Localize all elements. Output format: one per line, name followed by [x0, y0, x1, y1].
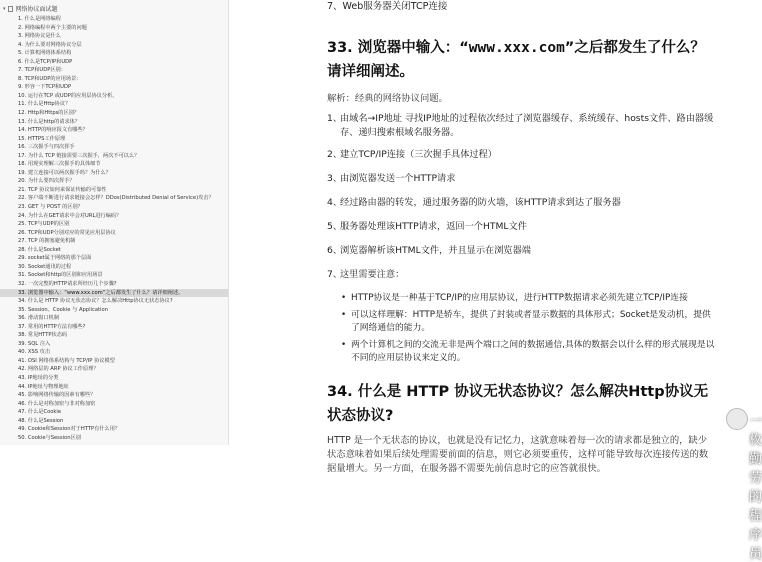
- toc-item[interactable]: 24. 为什么在GET请求中会对URL进行编码？: [18, 212, 122, 219]
- q33-steps: [327, 112, 715, 282]
- heading-q33: 33. 浏览器中输入：“www.xxx.com”之后都发生了什么？请详细阐述。: [327, 40, 705, 80]
- toc-item[interactable]: 32. 一次完整的HTTP请求所经历几个步骤?: [18, 280, 117, 287]
- toc-item[interactable]: 30. Socket通讯的过程: [18, 263, 72, 270]
- document-icon: [8, 6, 13, 12]
- toc-item[interactable]: 12. Http和Https的区别？: [18, 110, 80, 117]
- sidebar-toc: [0, 0, 229, 445]
- step-number: 4、: [327, 197, 343, 208]
- toc-item[interactable]: 37. 常用的HTTP方法有哪些?: [18, 323, 86, 330]
- toc-list: [0, 15, 228, 442]
- q34-paragraph: HTTP 是一个无状态的协议，也就是没有记忆力，这就意味着每一次的请求都是独立的，缺少状态意味着如果后续处理需要前面的信息，则它必须要重传，这样可能导致每次连接传送的数据量增大。另一方面，在服务器不需要先前信息时它的应答就很快。: [327, 434, 709, 474]
- watermark-logo-icon: [726, 408, 748, 430]
- q33-intro: 解析：经典的网络协议问题。: [327, 93, 448, 104]
- step-item: [327, 244, 715, 258]
- toc-item[interactable]: 4. 为什么要对网络协议分层: [18, 41, 82, 48]
- toc-root-item[interactable]: [0, 2, 228, 15]
- toc-root-label: 网络协议面试题: [15, 6, 58, 13]
- step-text: 由域名→IP地址 寻找IP地址的过程依次经过了浏览器缓存、系统缓存、hosts文件、路由器缓存、递归搜索根域名服务器。: [340, 113, 714, 138]
- toc-item[interactable]: 15. HTTPS工作原理: [18, 135, 66, 142]
- bullet-dot-icon: •: [341, 339, 347, 350]
- toc-item[interactable]: 9. 形容一下TCP和UDP: [18, 84, 72, 91]
- toc-item[interactable]: 50. Cookie与Session区别: [18, 434, 81, 441]
- toc-item[interactable]: 22. 客户端不断进行请求链接会怎样？DDos(Distributed Denial of Service)攻击？: [18, 195, 214, 202]
- bullet-dot-icon: •: [341, 293, 347, 303]
- toc-item[interactable]: 46. 什么是对称加密与非对称加密: [18, 400, 96, 407]
- step-number: 1、: [327, 113, 343, 124]
- toc-item[interactable]: 8. TCP和UDP的应用场景：: [18, 75, 82, 82]
- step-number: 5、: [327, 221, 343, 232]
- step-text: 由浏览器发送一个HTTP请求: [340, 173, 456, 184]
- toc-item[interactable]: 2. 网络编程中两个主要的问题: [18, 24, 87, 31]
- toc-item[interactable]: 26. TCP和UDP分别对应的常见应用层协议: [18, 229, 116, 236]
- step-item: [327, 196, 715, 210]
- toc-item[interactable]: 11. 什么是Http协议？: [18, 101, 71, 108]
- toc-item[interactable]: 33. 浏览器中输入：“www.xxx.com”之后都发生了什么？请详细阐述。: [0, 289, 228, 298]
- toc-item[interactable]: 44. IP地址与物理地址: [18, 383, 69, 390]
- step-item: [327, 172, 715, 186]
- toc-item[interactable]: 3. 网络协议是什么: [18, 33, 61, 40]
- step-text: 经过路由器的转发，通过服务器的防火墙，该HTTP请求到达了服务器: [340, 197, 621, 208]
- q33-bullets: [327, 292, 715, 366]
- toc-item[interactable]: 13. 什么是http的请求体？: [18, 118, 81, 125]
- step-text: 建立TCP/IP连接（三次握手具体过程）: [340, 149, 497, 160]
- watermark: 一枚勤劳的程序员: [749, 414, 762, 562]
- toc-item[interactable]: 23. GET 与 POST 的区别？: [18, 204, 83, 211]
- toc-item[interactable]: 29. socket属于网络的那个层面: [18, 255, 92, 262]
- toc-item[interactable]: 40. XSS 攻击: [18, 349, 51, 356]
- bullet-item: [327, 292, 715, 306]
- step-item: [327, 220, 715, 234]
- step-text: 服务器处理该HTTP请求，返回一个HTML文件: [340, 221, 527, 232]
- prev-step: 7、Web服务器关闭TCP连接: [327, 1, 448, 12]
- toc-item[interactable]: 27. TCP 的拥塞避免机制: [18, 238, 76, 245]
- step-number: 6、: [327, 245, 343, 256]
- toc-item[interactable]: 16. 三次握手与四次挥手: [18, 144, 75, 151]
- toc-item[interactable]: 39. SQL 注入: [18, 340, 51, 347]
- bullet-text: 可以这样理解：HTTP是轿车，提供了封装或者显示数据的具体形式；Socket是发动机，提供了网络通信的能力。: [351, 309, 711, 333]
- toc-item[interactable]: 6. 什么是TCP/IP和UDP: [18, 58, 73, 65]
- toc-item[interactable]: 36. 滑动窗口机制: [18, 315, 60, 322]
- bullet-dot-icon: •: [341, 309, 347, 320]
- bullet-text: 两个计算机之间的交流无非是两个端口之间的数据通信,具体的数据会以什么样的形式展现是以不同的应用层协议来定义的。: [351, 339, 715, 363]
- heading-q34: 34. 什么是 HTTP 协议无状态协议？怎么解决Http协议无状态协议?: [327, 383, 709, 424]
- toc-item[interactable]: 38. 常见HTTP状态码: [18, 332, 68, 339]
- toc-item[interactable]: 14. HTTP的响应报文有哪些？: [18, 127, 88, 134]
- toc-item[interactable]: 41. OSI 网络体系结构与 TCP/IP 协议模型: [18, 357, 115, 364]
- toc-item[interactable]: 10. 运行在TCP 或UDP的应用层协议分析。: [18, 92, 118, 99]
- toc-item[interactable]: 42. 网络层的 ARP 协议工作原理？: [18, 366, 99, 373]
- toc-item[interactable]: 47. 什么是Cookie: [18, 409, 62, 416]
- toc-item[interactable]: 45. 影响网络传输的因素有哪些？: [18, 392, 96, 399]
- toc-item[interactable]: 17. 为什么 TCP 链接需要三次握手，两次不可以么？: [18, 152, 140, 159]
- toc-item[interactable]: 34. 什么是 HTTP 协议无状态协议？怎么解决Http协议无状态协议?: [18, 298, 173, 305]
- toc-item[interactable]: 31. Socket和http的区别和应用场景: [18, 272, 103, 279]
- toc-item[interactable]: 7. TCP和UDP区别：: [18, 67, 66, 74]
- toc-item[interactable]: 43. IP地址的分类: [18, 374, 59, 381]
- toc-item[interactable]: 48. 什么是Session: [18, 417, 64, 424]
- step-item: [327, 268, 715, 282]
- toc-item[interactable]: 49. Cookie和Session对于HTTP有什么用？: [18, 426, 121, 433]
- document-body: [229, 0, 762, 562]
- toc-item[interactable]: 35. Session、Cookie 与 Application: [18, 306, 108, 313]
- step-item: [327, 112, 715, 140]
- toc-item[interactable]: 5. 计算机网络体系结构: [18, 50, 72, 57]
- step-text: 浏览器解析该HTML文件，并且显示在浏览器端: [340, 245, 531, 256]
- chevron-down-icon[interactable]: ▾: [3, 5, 6, 12]
- bullet-text: HTTP协议是一种基于TCP/IP的应用层协议，进行HTTP数据请求必须先建立TCP/IP连接: [351, 293, 688, 303]
- step-number: 7、: [327, 269, 343, 280]
- bullet-item: [327, 309, 715, 336]
- toc-item[interactable]: 25. TCP与UDP的区别: [18, 221, 70, 228]
- toc-item[interactable]: 1. 什么是网络编程: [18, 16, 61, 22]
- toc-item[interactable]: 20. 为什么要四次挥手？: [18, 178, 75, 185]
- document-content: [327, 0, 715, 476]
- step-item: [327, 148, 715, 162]
- step-number: 2、: [327, 149, 343, 160]
- toc-item[interactable]: 28. 什么是Socket: [18, 246, 61, 253]
- step-number: 3、: [327, 173, 343, 184]
- bullet-item: [327, 339, 715, 366]
- toc-item[interactable]: 21. TCP 协议如何来保证传输的可靠性: [18, 186, 107, 193]
- toc-item[interactable]: 19. 建立连接可以两次握手吗？为什么？: [18, 169, 111, 176]
- step-text: 这里需要注意：: [340, 269, 405, 280]
- toc-item[interactable]: 18. 用现实理解三次握手的具体细节: [18, 161, 101, 168]
